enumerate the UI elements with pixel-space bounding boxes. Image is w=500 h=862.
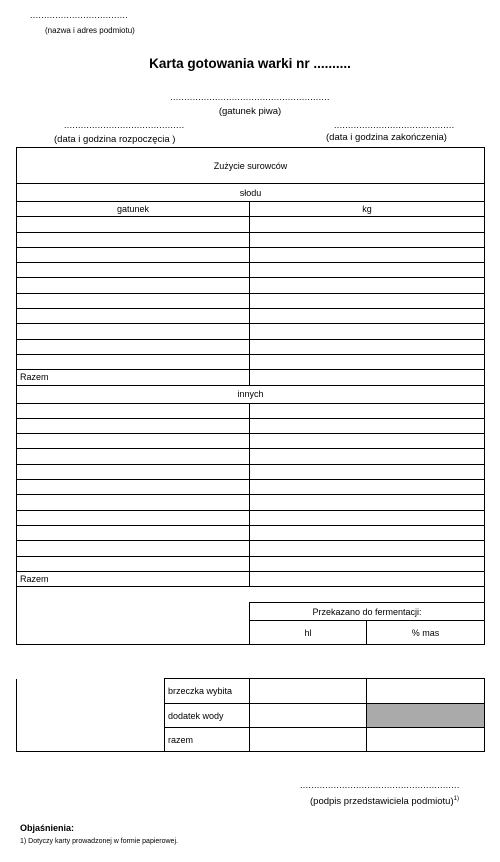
signature-dots: ......................................................... (300, 780, 460, 790)
end-dots: ........................................... (334, 120, 455, 130)
table-row (17, 339, 485, 354)
table-row (17, 293, 485, 308)
fermentation-row-label: razem (165, 728, 250, 752)
table-row (17, 541, 485, 556)
col-type: gatunek (17, 202, 250, 217)
table-row (17, 449, 485, 464)
table-row (17, 232, 485, 247)
other-total-label: Razem (17, 571, 250, 586)
fermentation-table (16, 678, 485, 752)
fermentation-row-label: brzeczka wybita (165, 679, 250, 704)
end-caption: (data i godzina zakończenia) (326, 132, 447, 143)
table-row (17, 309, 485, 324)
signature-caption: (podpis przedstawiciela podmiotu)$^{1)}$ (310, 796, 459, 808)
table-row (17, 418, 485, 433)
beer-type-dots: ......................................................... (170, 92, 330, 102)
malt-total-label: Razem (17, 370, 250, 385)
beer-type-caption: (gatunek piwa) (218, 106, 282, 117)
start-dots: ........................................... (64, 120, 185, 130)
page-title: Karta gotowania warki nr .......... (149, 56, 351, 71)
table-row (17, 403, 485, 418)
fermentation-row-label: dodatek wody (165, 704, 250, 728)
col-kg: kg (250, 202, 485, 217)
table-heading: Zużycie surowców (17, 148, 485, 184)
table-row (17, 556, 485, 571)
table-row (17, 495, 485, 510)
note-1: 1) Dotyczy karty prowadzonej w formie papierowej. (20, 838, 178, 845)
malt-section: słodu (17, 184, 485, 202)
col-hl: hl (250, 621, 367, 645)
table-row (17, 510, 485, 525)
table-row (17, 434, 485, 449)
table-row (17, 278, 485, 293)
notes-title: Objaśnienia: (20, 823, 75, 833)
signature-footnote-mark: 1) (453, 796, 459, 802)
start-caption: (data i godzina rozpoczęcia ) (54, 134, 176, 145)
table-row (17, 354, 485, 369)
fermentation-heading: Przekazano do fermentacji: (250, 603, 485, 621)
col-mass: % mas (367, 621, 485, 645)
raw-materials-table (16, 147, 485, 645)
table-row (17, 324, 485, 339)
table-row (17, 480, 485, 495)
table-row (17, 263, 485, 278)
entity-dots: ................................... (30, 10, 129, 20)
table-row (17, 525, 485, 540)
shaded-cell (367, 704, 485, 728)
table-row (17, 464, 485, 479)
table-row (17, 247, 485, 262)
entity-caption: (nazwa i adres podmiotu) (45, 26, 135, 35)
table-row (17, 217, 485, 232)
other-section: innych (17, 385, 485, 403)
